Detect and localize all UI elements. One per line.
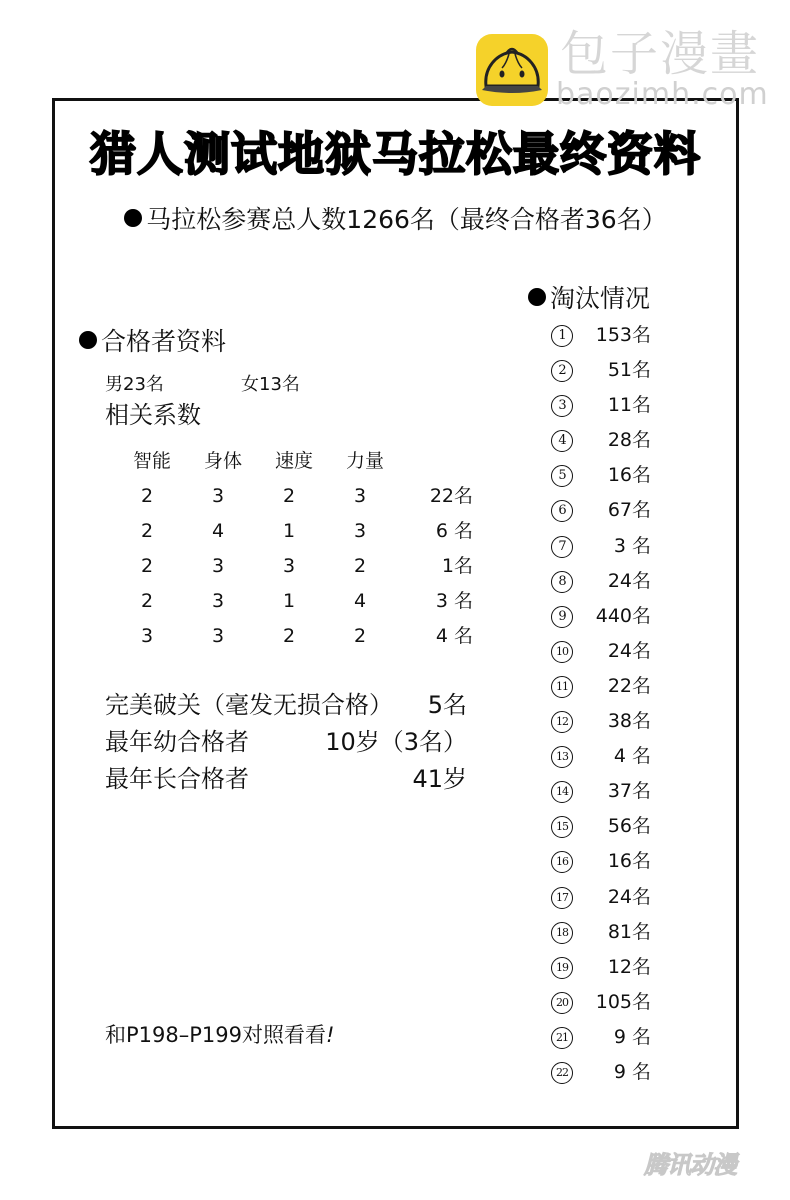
circled-number-icon: 10 [551,641,573,663]
list-item [551,565,651,600]
table-row [133,584,473,619]
table-row [133,549,473,584]
elimination-count: 9 名 [613,1060,651,1083]
column-header: 智能 [133,450,172,472]
circled-number-icon: 4 [551,430,573,452]
correlation-table [133,444,473,654]
list-item [551,775,651,810]
circled-number-icon: 3 [551,395,573,417]
list-item [551,389,651,424]
list-item [551,600,651,635]
circled-number-icon: 11 [551,676,573,698]
table-cell: 2 [283,485,296,507]
gender-breakdown [105,374,300,396]
circled-number-icon: 21 [551,1027,573,1049]
elimination-count: 81名 [607,920,651,943]
female-count: 女13名 [241,374,300,395]
elimination-heading [528,284,650,314]
table-cell: 3 [212,485,225,507]
list-item [551,494,651,529]
table-cell: 2 [141,590,154,612]
list-item [551,354,651,389]
stat-label: 完美破关（毫发无损合格） [105,691,393,719]
table-cell: 2 [354,625,367,647]
elimination-count: 16名 [607,464,651,487]
elimination-count: 3 名 [613,534,651,557]
elimination-count: 12名 [607,955,651,978]
elimination-count: 153名 [595,324,651,346]
table-cell: 3 [141,625,154,647]
table-cell: 3 [283,555,296,577]
circled-number-icon: 8 [551,571,573,593]
circled-number-icon: 7 [551,536,573,558]
elimination-count: 51名 [607,359,651,382]
table-cell: 4 [354,590,367,612]
elimination-count: 28名 [607,429,651,452]
male-count: 男23名 [105,374,164,395]
elimination-list [551,319,651,1091]
tencent-comic-watermark: 腾讯动漫 [644,1151,736,1179]
table-cell-count: 4 名 [435,625,473,647]
table-cell-count: 6 名 [435,520,473,542]
baozi-logo-icon [476,34,548,106]
list-item [551,705,651,740]
circled-number-icon: 16 [551,851,573,873]
qualified-heading-text: 合格者资料 [101,327,227,356]
table-cell: 1 [283,520,296,542]
list-item [551,810,651,845]
table-cell: 3 [212,625,225,647]
page-title: 猎人测试地狱马拉松最终资料 [90,127,701,181]
column-header: 力量 [346,450,385,472]
stat-label: 最年幼合格者 [105,728,249,756]
list-item [551,530,651,565]
elimination-count: 4 名 [613,745,651,768]
watermark-brand: 包子漫畫 [560,26,761,82]
table-cell: 3 [354,520,367,542]
list-item [551,740,651,775]
circled-number-icon: 15 [551,816,573,838]
elimination-count: 38名 [607,710,651,733]
list-item [551,319,651,354]
elimination-count: 105名 [595,990,651,1013]
circled-number-icon: 18 [551,922,573,944]
table-row [133,479,473,514]
circled-number-icon: 1 [551,325,573,347]
table-cell: 3 [212,555,225,577]
table-cell: 3 [212,590,225,612]
bullet-icon [79,331,97,349]
table-cell-count: 3 名 [435,590,473,612]
elimination-count: 9 名 [613,1025,651,1048]
stat-youngest [105,724,467,761]
table-cell: 2 [141,555,154,577]
list-item [551,670,651,705]
list-item [551,986,651,1021]
list-item [551,951,651,986]
list-item [551,916,651,951]
table-cell: 2 [141,485,154,507]
list-item [551,1056,651,1091]
elimination-count: 440名 [595,604,651,627]
list-item [551,881,651,916]
circled-number-icon: 12 [551,711,573,733]
elimination-count: 67名 [607,499,651,522]
table-cell-count: 22名 [429,485,473,507]
circled-number-icon: 2 [551,360,573,382]
correlation-title: 相关系数 [105,401,201,429]
circled-number-icon: 13 [551,746,573,768]
circled-number-icon: 22 [551,1062,573,1084]
list-item [551,845,651,880]
elimination-count: 11名 [607,394,651,417]
circled-number-icon: 20 [551,992,573,1014]
summary-line [55,205,736,235]
table-cell: 3 [354,485,367,507]
column-header: 速度 [275,450,314,472]
bullet-icon [528,288,546,306]
table-cell: 2 [354,555,367,577]
stat-perfect-clear [105,687,467,724]
list-item [551,424,651,459]
elimination-count: 24名 [607,569,651,592]
table-header [133,444,473,479]
stat-oldest [105,761,467,798]
table-cell: 2 [283,625,296,647]
stat-value: 5名 [427,691,467,719]
elimination-heading-text: 淘汰情况 [550,284,651,313]
table-cell: 4 [212,520,225,542]
list-item [551,1021,651,1056]
qualified-heading [79,327,226,357]
page-reference-note [105,1023,334,1048]
bullet-icon [124,209,142,227]
stat-value: 10岁（3名） [325,728,467,756]
column-header: 身体 [204,450,243,472]
table-cell: 1 [283,590,296,612]
list-item [551,459,651,494]
circled-number-icon: 14 [551,781,573,803]
table-cell: 2 [141,520,154,542]
circled-number-icon: 17 [551,887,573,909]
table-row [133,514,473,549]
elimination-count: 22名 [607,674,651,697]
document-frame [52,98,739,1129]
elimination-count: 37名 [607,780,651,803]
table-cell-count: 1名 [441,555,473,577]
watermark-url: baozimh.com [556,77,769,112]
elimination-count: 24名 [607,639,651,662]
table-row [133,619,473,654]
stat-value: 41岁 [412,765,467,793]
elimination-count: 24名 [607,885,651,908]
stat-label: 最年长合格者 [105,765,249,793]
note-exclamation: ! [326,1023,335,1047]
note-text: 和P198–P199对照看看 [105,1023,326,1047]
qualified-stats [105,687,467,798]
list-item [551,635,651,670]
summary-text: 马拉松参赛总人数1266名（最终合格者36名） [146,205,667,234]
elimination-count: 56名 [607,815,651,838]
circled-number-icon: 9 [551,606,573,628]
circled-number-icon: 6 [551,500,573,522]
circled-number-icon: 5 [551,465,573,487]
elimination-count: 16名 [607,850,651,873]
circled-number-icon: 19 [551,957,573,979]
